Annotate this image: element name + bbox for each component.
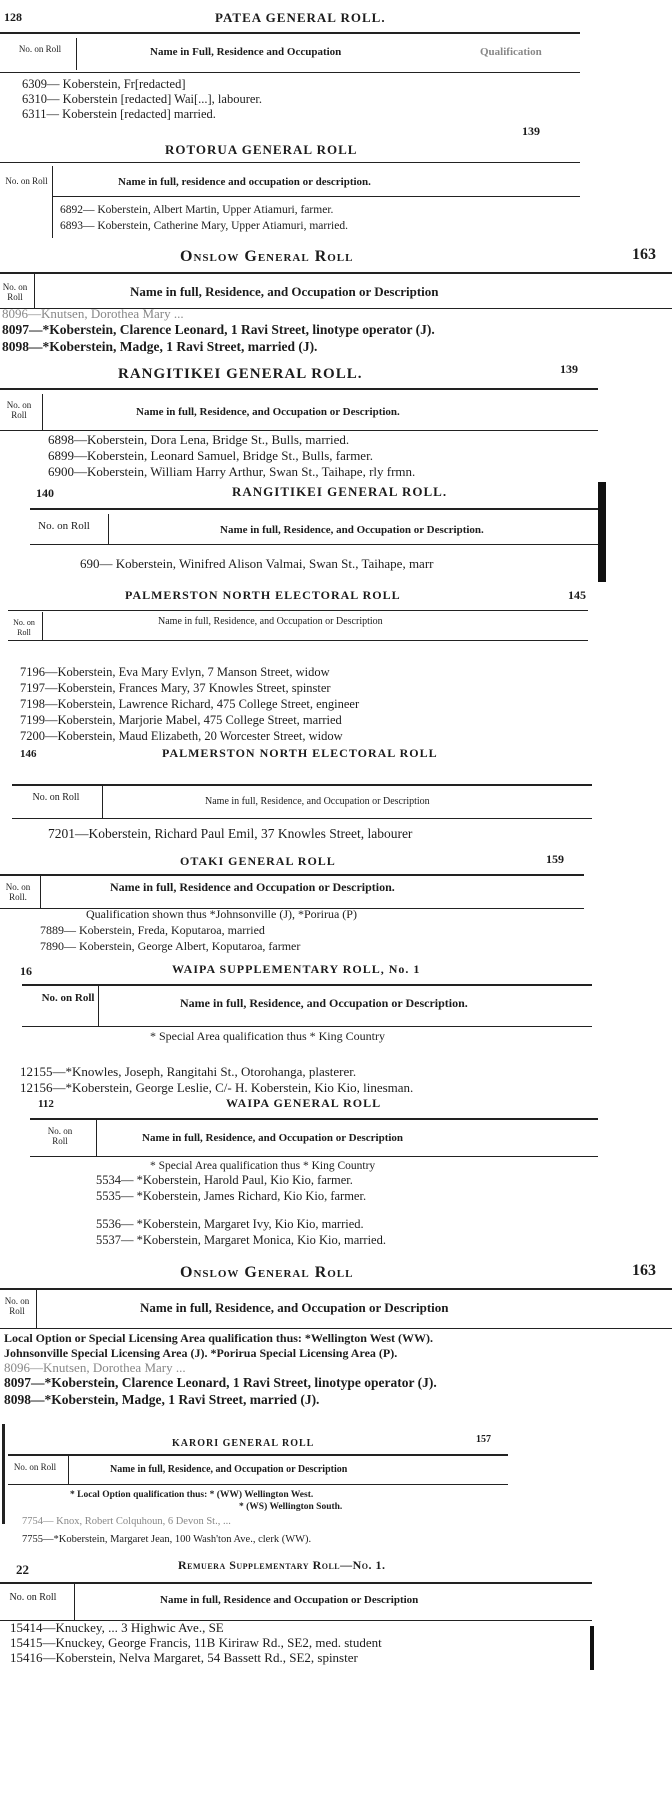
entry-line: 5534— *Koberstein, Harold Paul, Kio Kio, farmer. [96, 1173, 353, 1187]
entry-line: 8097—*Koberstein, Clarence Leonard, 1 Ravi Street, linotype operator (J). [2, 322, 435, 337]
column-name-header: Name in full, Residence, and Occupation or Description. [180, 996, 468, 1010]
column-name-header: Name in full, Residence, and Occupation or Description [158, 616, 383, 627]
header-rule [0, 72, 580, 73]
column-no-on-roll: No. on Roll [2, 282, 28, 302]
roll-title: RANGITIKEI GENERAL ROLL. [118, 366, 363, 382]
column-no-on-roll: No. on Roll [13, 618, 35, 637]
header-rule [30, 544, 598, 545]
column-divider [102, 786, 103, 818]
clip-waipa-2 [0, 1064, 672, 1216]
qualification-note: * Special Area qualification thus * King Country [150, 1160, 376, 1172]
column-name-header: Name in full, Residence, and Occupation or Description. [136, 406, 400, 418]
entry-line: 8096—Knutsen, Dorothea Mary ... [4, 1360, 186, 1375]
roll-title: Onslow General Roll [180, 248, 354, 265]
page-number: 163 [632, 246, 656, 263]
entry-line: 6900—Koberstein, William Harry Arthur, Swan St., Taihape, rly frmn. [48, 464, 416, 479]
entry-line: 6310— Koberstein [redacted] Wai[...], labourer. [22, 92, 262, 106]
column-divider [34, 274, 35, 308]
roll-title: PATEA GENERAL ROLL. [215, 10, 386, 25]
column-name-header: Name in full, Residence and Occupation or Description. [110, 880, 395, 894]
column-no-on-roll: No. on Roll [47, 1126, 73, 1146]
header-rule [0, 1328, 672, 1329]
clip-rangitikei-1 [0, 360, 672, 544]
column-name-header: Name in Full, Residence and Occupation [150, 46, 342, 58]
roll-title: Onslow General Roll [180, 1264, 354, 1281]
column-divider [68, 1456, 69, 1484]
entry-line: 7754— Knox, Robert Colquhoun, 6 Devon St., ... [22, 1516, 231, 1527]
roll-title: WAIPA GENERAL ROLL [226, 1096, 382, 1110]
roll-title: PALMERSTON NORTH ELECTORAL ROLL [125, 588, 401, 602]
entry-line: 7198—Koberstein, Lawrence Richard, 475 College Street, engineer [20, 697, 360, 711]
clip-waipa-1 [0, 922, 672, 1064]
entry-line: 7755—*Koberstein, Margaret Jean, 100 Wash'ton Ave., clerk (WW). [22, 1534, 312, 1545]
entry-line: 15416—Koberstein, Nelva Margaret, 54 Bassett Rd., SE2, spinster [10, 1650, 358, 1665]
page-number: 16 [20, 964, 32, 978]
header-rule [8, 1454, 508, 1456]
roll-title: OTAKI GENERAL ROLL [180, 854, 336, 868]
entry-line: 7890— Koberstein, George Albert, Koputaroa, farmer [40, 939, 301, 953]
entry-line: 6892— Koberstein, Albert Martin, Upper Atiamuri, farmer. [60, 204, 334, 216]
header-rule [22, 1026, 592, 1027]
entry-line: 6309— Koberstein, Fr[redacted] [22, 77, 186, 91]
qualification-note: * Special Area qualification thus * King Country [150, 1029, 385, 1043]
column-name-header: Name in full, Residence, and Occupation or Description [140, 1300, 449, 1315]
scan-edge [598, 544, 606, 582]
scan-edge [590, 1626, 594, 1670]
entry-line: 8096—Knutsen, Dorothea Mary ... [2, 306, 184, 321]
entry-line: 6311— Koberstein [redacted] married. [22, 107, 216, 121]
header-rule [22, 984, 592, 986]
header-rule [0, 32, 580, 34]
column-divider [108, 514, 109, 544]
qualification-note: Qualification shown thus *Johnsonville (J), *Porirua (P) [86, 907, 357, 921]
roll-title: PALMERSTON NORTH ELECTORAL ROLL [162, 746, 438, 760]
column-divider [52, 166, 53, 238]
entry-line: 5537— *Koberstein, Margaret Monica, Kio Kio, married. [96, 1233, 386, 1247]
clip-otaki [0, 848, 672, 922]
entry-line: 7199—Koberstein, Marjorie Mabel, 475 College Street, married [20, 713, 342, 727]
column-no-on-roll: No. on Roll [6, 400, 32, 420]
entry-line: 7196—Koberstein, Eva Mary Evlyn, 7 Manson Street, widow [20, 665, 330, 679]
header-rule [0, 1288, 672, 1290]
clip-patea [0, 0, 672, 142]
column-no-on-roll: No. on Roll [13, 1462, 57, 1472]
header-rule [0, 874, 584, 876]
column-name-header: Name in full, residence and occupation or description. [118, 176, 371, 188]
column-name-header: Name in full, Residence, and Occupation or Description [130, 284, 439, 299]
clip-rotorua [0, 142, 672, 240]
column-divider [98, 986, 99, 1026]
column-no-on-roll: No. on Roll [9, 1592, 57, 1603]
column-divider [2, 1424, 5, 1524]
page-number: 22 [16, 1562, 29, 1577]
header-rule [0, 388, 598, 390]
clip-palmerston-2 [0, 768, 672, 848]
page-number: 163 [632, 1262, 656, 1279]
clip-palmerston-1 [0, 664, 672, 768]
qualification-note: * Local Option qualification thus: * (WW) Wellington West. [70, 1490, 314, 1500]
header-rule [30, 1156, 598, 1157]
scan-edge [598, 482, 606, 544]
page-number: 146 [20, 748, 37, 760]
entry-line: 5535— *Koberstein, James Richard, Kio Kio, farmer. [96, 1189, 367, 1203]
header-rule [30, 508, 598, 510]
entry-line: 5536— *Koberstein, Margaret Ivy, Kio Kio, married. [96, 1217, 364, 1231]
entry-line: 7200—Koberstein, Maud Elizabeth, 20 Worcester Street, widow [20, 729, 343, 743]
header-rule [0, 430, 598, 431]
entry-line: 15414—Knuckey, ... 3 Highwic Ave., SE [10, 1620, 224, 1635]
column-divider [36, 1290, 37, 1328]
column-no-on-roll: No. on Roll [38, 520, 90, 532]
entry-line: 8097—*Koberstein, Clarence Leonard, 1 Ravi Street, linotype operator (J). [4, 1375, 437, 1390]
column-no-on-roll: No. on Roll [18, 44, 62, 54]
clip-onslow-1 [0, 242, 672, 360]
roll-title: WAIPA SUPPLEMENTARY ROLL, No. 1 [172, 962, 421, 976]
header-rule [0, 272, 672, 274]
header-rule [52, 196, 580, 197]
column-no-on-roll: No. on Roll [32, 792, 80, 803]
column-name-header: Name in full, Residence, and Occupation or Description. [220, 524, 484, 536]
entry-line: 12155—*Knowles, Joseph, Rangitahi St., Otorohanga, plasterer. [20, 1064, 357, 1079]
page-number: 157 [476, 1434, 491, 1445]
entry-line: 6899—Koberstein, Leonard Samuel, Bridge St., Bulls, farmer. [48, 448, 373, 463]
header-rule [8, 1484, 508, 1485]
page-number: 145 [568, 588, 586, 602]
column-no-on-roll: No. on Roll [41, 992, 95, 1004]
entry-line: 7201—Koberstein, Richard Paul Emil, 37 Knowles Street, labourer [48, 826, 413, 841]
qualification-note: * (WS) Wellington South. [239, 1502, 343, 1512]
page-number: 159 [546, 852, 564, 866]
header-rule [30, 1118, 598, 1120]
page-number: 128 [4, 10, 22, 24]
page-number: 140 [36, 486, 54, 500]
roll-title: RANGITIKEI GENERAL ROLL. [232, 484, 448, 499]
header-rule [8, 640, 588, 641]
header-rule [8, 610, 588, 611]
roll-title: ROTORUA GENERAL ROLL [165, 142, 358, 157]
column-divider [74, 1584, 75, 1620]
column-divider [42, 394, 43, 430]
entry-line: 6893— Koberstein, Catherine Mary, Upper Atiamuri, married. [60, 220, 348, 232]
clip-waipa-2-rows [0, 1216, 672, 1256]
page-number: 112 [38, 1098, 54, 1110]
column-no-on-roll: No. on Roll [4, 1296, 30, 1316]
qualification-note: Johnsonville Special Licensing Area (J). *Porirua Special Licensing Area (P). [4, 1346, 398, 1360]
column-name-header: Name in full, Residence, and Occupation or Description [142, 1132, 404, 1144]
qualification-note: Local Option or Special Licensing Area qualification thus: *Wellington West (WW). [4, 1331, 434, 1345]
page-number: 139 [560, 362, 578, 376]
entry-line: 7197—Koberstein, Frances Mary, 37 Knowles Street, spinster [20, 681, 331, 695]
column-no-on-roll: No. on Roll [5, 176, 48, 186]
entry-line: 6898—Koberstein, Dora Lena, Bridge St., Bulls, married. [48, 432, 350, 447]
column-no-on-roll: No. on Roll. [5, 882, 31, 902]
column-name-header: Name in full, Residence, and Occupation or Description [110, 1464, 348, 1475]
entry-line: 12156—*Koberstein, George Leslie, C/- H. Koberstein, Kio Kio, linesman. [20, 1080, 414, 1095]
header-rule [12, 784, 592, 786]
entry-line: 8098—*Koberstein, Madge, 1 Ravi Street, married (J). [4, 1392, 320, 1407]
roll-title: KARORI GENERAL ROLL [172, 1438, 315, 1449]
entry-line: 8098—*Koberstein, Madge, 1 Ravi Street, married (J). [2, 339, 318, 354]
clip-rangitikei-2 [0, 544, 672, 664]
column-extra-header: Qualification [480, 46, 542, 58]
entry-line: 690— Koberstein, Winifred Alison Valmai, Swan St., Taihape, marr [80, 556, 434, 571]
entry-line: 7889— Koberstein, Freda, Koputaroa, married [40, 923, 265, 937]
header-rule [0, 1582, 592, 1584]
column-divider [42, 612, 43, 640]
clip-onslow-2 [0, 1256, 672, 1436]
column-name-header: Name in full, Residence, and Occupation or Description [205, 796, 430, 807]
clip-remuera [0, 1534, 672, 1796]
entry-line: 15415—Knuckey, George Francis, 11B Kiriraw Rd., SE2, med. student [10, 1635, 382, 1650]
column-divider [40, 876, 41, 908]
column-name-header: Name in full, Residence and Occupation or Description [160, 1594, 419, 1606]
page-number: 139 [522, 124, 540, 138]
header-rule [12, 818, 592, 819]
clip-karori [0, 1424, 672, 1534]
roll-title: Remuera Supplementary Roll—No. 1. [178, 1558, 386, 1572]
column-divider [96, 1120, 97, 1156]
header-rule [0, 162, 580, 163]
column-divider [76, 38, 77, 70]
